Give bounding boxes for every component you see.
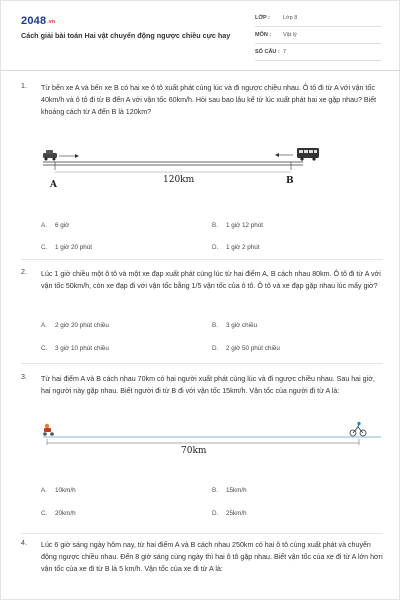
option-text: 1 giờ 12 phút: [226, 222, 264, 229]
motorbike-icon: [43, 424, 54, 436]
site-logo[interactable]: [21, 15, 55, 27]
option-text: 3 giờ 10 phút chiều: [55, 345, 109, 352]
option-text: 25km/h: [226, 510, 247, 517]
option-text: 10km/h: [55, 487, 76, 494]
divider: [21, 363, 383, 364]
road-diagram: [41, 421, 383, 461]
logo-suffix: .vn: [47, 19, 56, 25]
meta-row-count: [255, 47, 381, 61]
option-text: 1 giờ 20 phút: [55, 244, 93, 251]
option-letter: A.: [41, 322, 47, 329]
option-text: 6 giờ: [55, 222, 70, 229]
option-letter: D.: [212, 345, 219, 352]
option-a[interactable]: [41, 322, 109, 329]
meta-key: MÔN :: [255, 32, 272, 38]
option-b[interactable]: [212, 222, 263, 229]
meta-key: LỚP :: [255, 15, 270, 21]
document-title: Cách giải bài toán Hai vật chuyển động ngược chiều cực hay: [21, 31, 231, 40]
option-text: 2 giờ 20 phút chiều: [55, 322, 109, 329]
option-letter: B.: [212, 322, 218, 329]
question-number: 2.: [21, 268, 27, 276]
question-number: 3.: [21, 373, 27, 381]
option-letter: D.: [212, 510, 219, 517]
option-d[interactable]: [212, 345, 280, 352]
meta-row-grade: [255, 13, 381, 27]
option-c[interactable]: [41, 345, 109, 352]
option-a[interactable]: [41, 222, 69, 229]
option-c[interactable]: [41, 244, 92, 251]
question-text: Từ bến xe A và bến xe B có hai xe ô tô xuất phát cùng lúc và đi ngược chiều nhau. Ô tô đi từ A với vận tốc 40km/h và ô tô đi từ B đến A với vận tốc 60km/h. Hỏi sau bao lâu kể từ lúc xuất phát hai xe gặp nhau? Biết khoảng cách từ A đến B là 120km?: [41, 84, 377, 117]
option-letter: B.: [212, 487, 218, 494]
question-3: [21, 373, 383, 533]
option-text: 2 giờ 50 phút chiều: [226, 345, 280, 352]
question-number: 1.: [21, 82, 27, 90]
question-text: Lúc 6 giờ sáng ngày hôm nay, từ hai điểm A và B cách nhau 250km có hai ô tô cùng xuất phát và chuyển động ngược chiều nhau. Đến 8 giờ sáng cùng ngày thì hai ô tô gặp nhau. Biết vận tốc của xe đi từ A lớn hơn vận tốc của xe đi từ B là 5 km/h. Vận tốc của xe đi từ A là:: [41, 541, 383, 574]
meta-value: Lớp 8: [283, 15, 298, 21]
option-d[interactable]: [212, 510, 247, 517]
bicycle-icon: [350, 422, 366, 436]
option-text: 20km/h: [55, 510, 76, 517]
option-b[interactable]: [212, 487, 247, 494]
question-number: 4.: [21, 539, 27, 547]
question-4: [21, 539, 383, 599]
option-text: 15km/h: [226, 487, 247, 494]
option-d[interactable]: [212, 244, 260, 251]
car-icon: [43, 150, 57, 161]
divider: [21, 259, 383, 260]
option-b[interactable]: [212, 322, 257, 329]
question-3-figure: [41, 421, 383, 461]
meta-value: Vật lý: [283, 32, 297, 38]
option-letter: C.: [41, 244, 48, 251]
option-letter: D.: [212, 244, 219, 251]
option-a[interactable]: [41, 487, 76, 494]
divider: [21, 533, 383, 534]
option-c[interactable]: [41, 510, 76, 517]
question-1: [21, 82, 383, 297]
option-letter: A.: [41, 487, 47, 494]
question-text: Từ hai điểm A và B cách nhau 70km có hai người xuất phát cùng lúc và đi ngược chiều nhau. Sau hai giờ, hai người này gặp nhau. Biết người đi từ B đi với vận tốc 15km/h. Vận tốc của người đi từ A là:: [41, 375, 375, 396]
option-letter: B.: [212, 222, 218, 229]
worksheet-header: [1, 1, 400, 71]
meta-key: SỐ CÂU :: [255, 49, 280, 55]
option-letter: C.: [41, 510, 48, 517]
bus-icon: [297, 148, 319, 161]
option-text: 1 giờ 2 phút: [226, 244, 260, 251]
road-diagram: [41, 146, 341, 196]
logo-text: 2048: [21, 15, 47, 27]
option-letter: C.: [41, 345, 48, 352]
distance-label: 70km: [181, 446, 207, 456]
option-text: 3 giờ chiều: [226, 322, 258, 329]
point-a-label: A: [50, 180, 57, 190]
meta-row-subject: [255, 30, 381, 44]
distance-label: 120km: [163, 175, 195, 185]
question-2: [21, 268, 383, 363]
meta-value: 7: [283, 49, 287, 55]
point-b-label: B: [286, 176, 294, 186]
question-text: Lúc 1 giờ chiều một ô tô và một xe đạp xuất phát cùng lúc từ hai điểm A, B cách nhau 80km. Ô tô đi từ A với vận tốc 50km/h, còn xe đạp đi với vận tốc bằng 1/5 vận tốc của ô tô. Ô tô và xe đạp gặp nhau lúc mấy giờ?: [41, 270, 381, 291]
question-1-figure: [41, 146, 341, 196]
meta-info: [255, 13, 381, 64]
option-letter: A.: [41, 222, 47, 229]
